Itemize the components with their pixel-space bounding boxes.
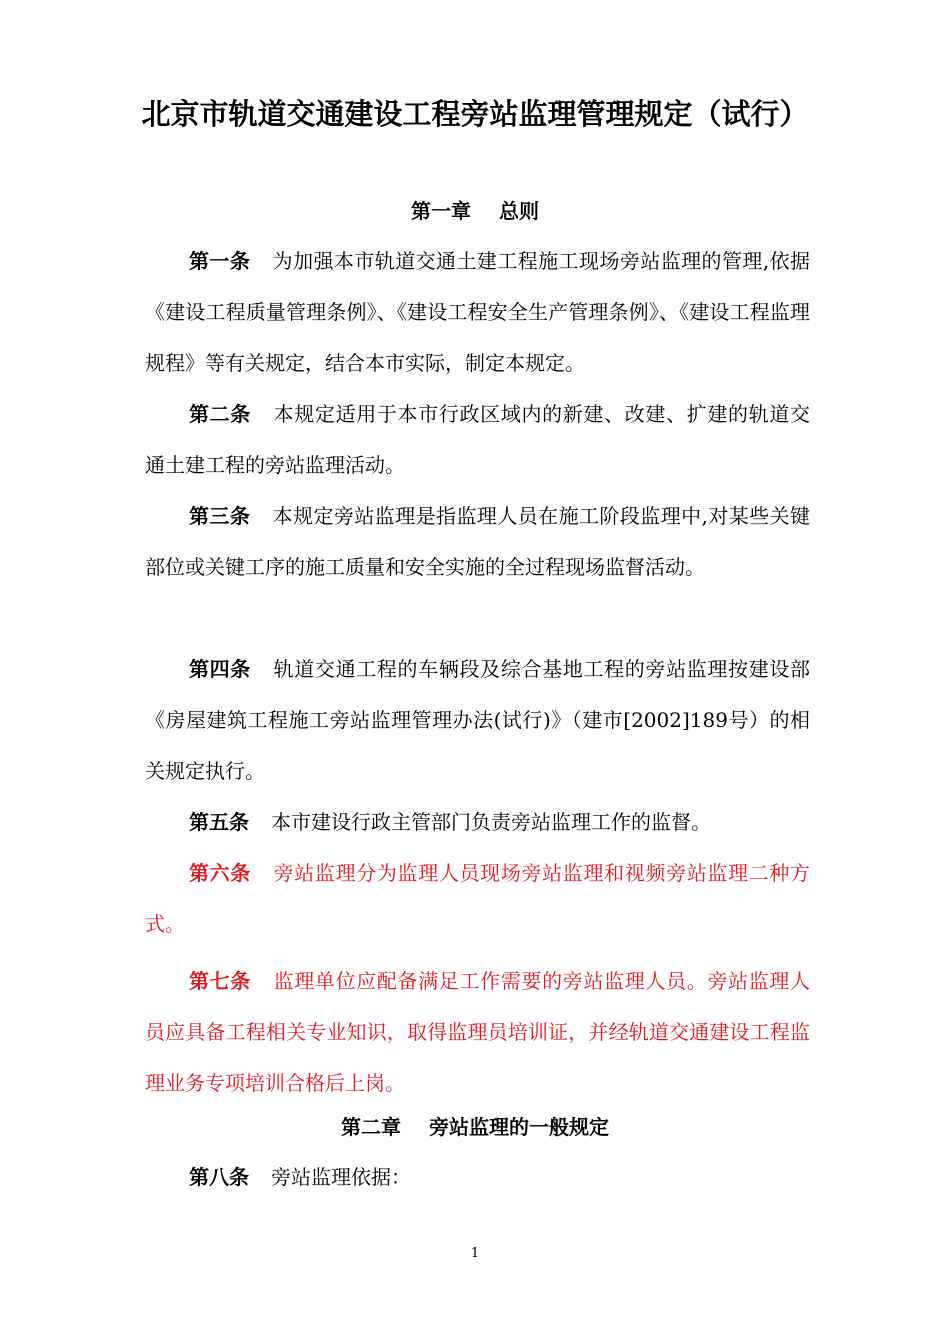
- chapter-2-label: 第二章: [341, 1115, 401, 1139]
- article-number: 第一条: [189, 249, 251, 273]
- article-5: [145, 797, 810, 848]
- article-number: 第二条: [189, 402, 251, 426]
- article-6: [145, 848, 810, 950]
- article-4: [145, 644, 810, 797]
- chapter-2-name: 旁站监理的一般规定: [429, 1115, 609, 1139]
- article-number: 第八条: [189, 1165, 249, 1189]
- article-text: 旁站监理依据：: [271, 1165, 411, 1189]
- article-number: 第七条: [189, 969, 251, 993]
- chapter-2-heading: [0, 1112, 950, 1142]
- page-number: 1: [470, 1246, 480, 1261]
- article-text: 旁站监理分为监理人员现场旁站监理和视频旁站监理二种方式。: [145, 861, 811, 936]
- article-text: 轨道交通工程的车辆段及综合基地工程的旁站监理按建设部《房屋建筑工程施工旁站监理管理办法(试行)》（建市[2002]189号）的相关规定执行。: [145, 657, 811, 783]
- article-1: [145, 236, 810, 389]
- article-7: [145, 956, 810, 1109]
- article-text: 为加强本市轨道交通土建工程施工现场旁站监理的管理,依据《建设工程质量管理条例》、《建设工程安全生产管理条例》、《建设工程监理规程》等有关规定，结合本市实际，制定本规定。: [145, 249, 810, 375]
- article-number: 第五条: [189, 810, 249, 834]
- article-number: 第三条: [189, 504, 251, 528]
- article-8: [145, 1152, 810, 1203]
- article-text: 监理单位应配备满足工作需要的旁站监理人员。旁站监理人员应具备工程相关专业知识，取得监理员培训证，并经轨道交通建设工程监理业务专项培训合格后上岗。: [145, 969, 811, 1095]
- chapter-1-heading: [0, 196, 950, 226]
- chapter-1-name: 总则: [499, 199, 539, 223]
- article-text: 本规定适用于本市行政区域内的新建、改建、扩建的轨道交通土建工程的旁站监理活动。: [145, 402, 811, 477]
- article-number: 第四条: [189, 657, 251, 681]
- article-number: 第六条: [189, 861, 251, 885]
- article-text: 本规定旁站监理是指监理人员在施工阶段监理中,对某些关键部位或关键工序的施工质量和安全实施的全过程现场监督活动。: [145, 504, 810, 579]
- article-text: 本市建设行政主管部门负责旁站监理工作的监督。: [271, 810, 711, 834]
- chapter-1-label: 第一章: [411, 199, 471, 223]
- article-2: [145, 389, 810, 491]
- article-3: [145, 491, 810, 593]
- document-title: 北京市轨道交通建设工程旁站监理管理规定（试行）: [141, 97, 809, 131]
